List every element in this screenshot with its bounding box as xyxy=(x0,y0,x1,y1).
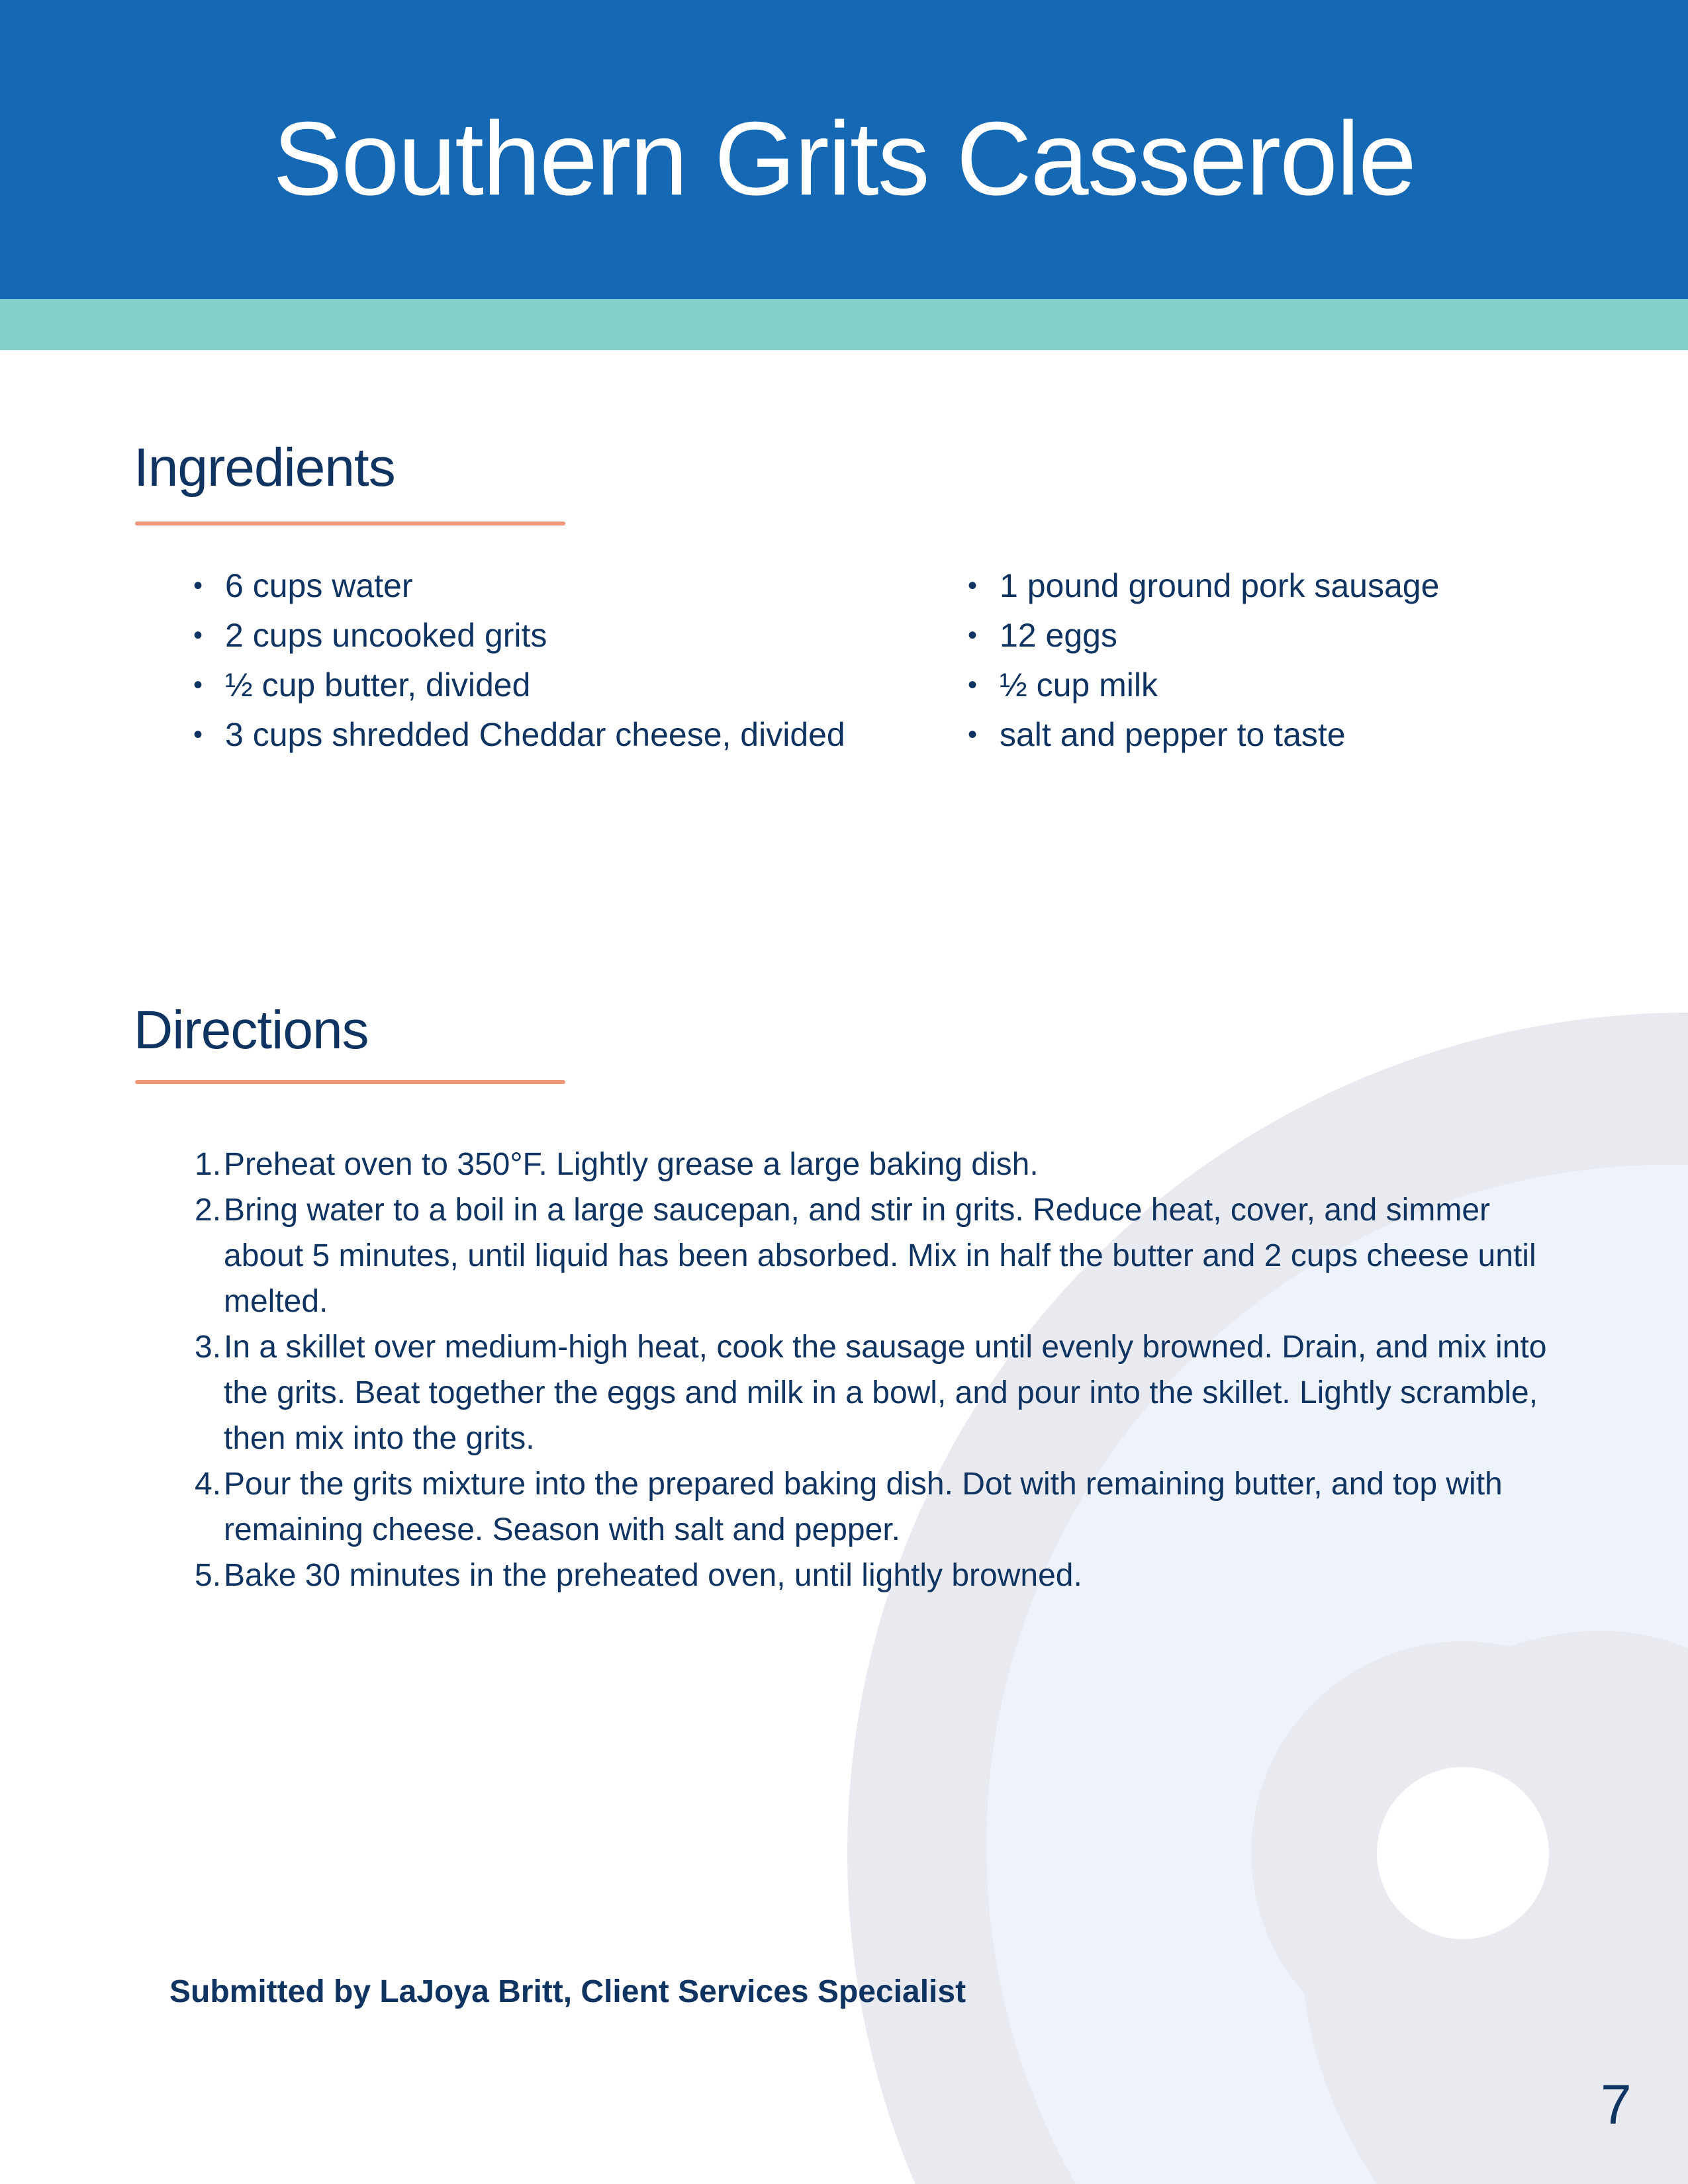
bullet-icon: • xyxy=(193,621,203,650)
bullet-icon: • xyxy=(193,571,203,600)
bullet-icon: • xyxy=(968,621,978,650)
direction-step: 2. Bring water to a boil in a large saucepan, and stir in grits. Reduce heat, cover, and simmer about 5 minutes, until liquid has been absorbed. Mix in half the butter and 2 cups cheese until melted. xyxy=(195,1193,1536,1319)
bullet-icon: • xyxy=(968,571,978,600)
ingredients-heading: Ingredients xyxy=(134,437,395,498)
ingredient-item: • 2 cups uncooked grits xyxy=(225,611,845,660)
page-number: 7 xyxy=(1601,2073,1632,2136)
ingredient-item: • 12 eggs xyxy=(1000,611,1439,660)
ingredient-item: • 3 cups shredded Cheddar cheese, divided xyxy=(225,710,845,760)
header-accent-stripe xyxy=(0,299,1688,350)
ingredient-item: • 1 pound ground pork sausage xyxy=(1000,561,1439,611)
ingredient-item: • ½ cup milk xyxy=(1000,660,1439,710)
ingredient-item: • ½ cup butter, divided xyxy=(225,660,845,710)
bullet-icon: • xyxy=(968,670,978,700)
direction-step: 3. In a skillet over medium-high heat, cook the sausage until evenly browned. Drain, and mix into the grits. Beat together the eggs and milk in a bowl, and pour into the skillet. Lightly scramble, then mix into the grits. xyxy=(195,1330,1547,1456)
direction-step: 5. Bake 30 minutes in the preheated oven, until lightly browned. xyxy=(195,1558,1082,1593)
ingredients-list-left xyxy=(193,561,845,760)
page-title: Southern Grits Casserole xyxy=(273,101,1415,217)
submitted-by-credit: Submitted by LaJoya Britt, Client Services Specialist xyxy=(169,1974,966,2009)
bullet-icon: • xyxy=(968,720,978,749)
directions-underline xyxy=(135,1080,565,1084)
direction-step: 4. Pour the grits mixture into the prepared baking dish. Dot with remaining butter, and top with remaining cheese. Season with salt and pepper. xyxy=(195,1467,1503,1547)
bullet-icon: • xyxy=(193,720,203,749)
ingredients-underline xyxy=(135,522,565,525)
directions-heading: Directions xyxy=(134,1000,369,1060)
directions-list xyxy=(192,1142,1569,1598)
header-banner xyxy=(0,0,1688,299)
ingredient-item: • salt and pepper to taste xyxy=(1000,710,1439,760)
bullet-icon: • xyxy=(193,670,203,700)
ingredient-item: • 6 cups water xyxy=(225,561,845,611)
direction-step: 1. Preheat oven to 350°F. Lightly grease a large baking dish. xyxy=(195,1147,1039,1182)
ingredients-list-right xyxy=(968,561,1440,760)
